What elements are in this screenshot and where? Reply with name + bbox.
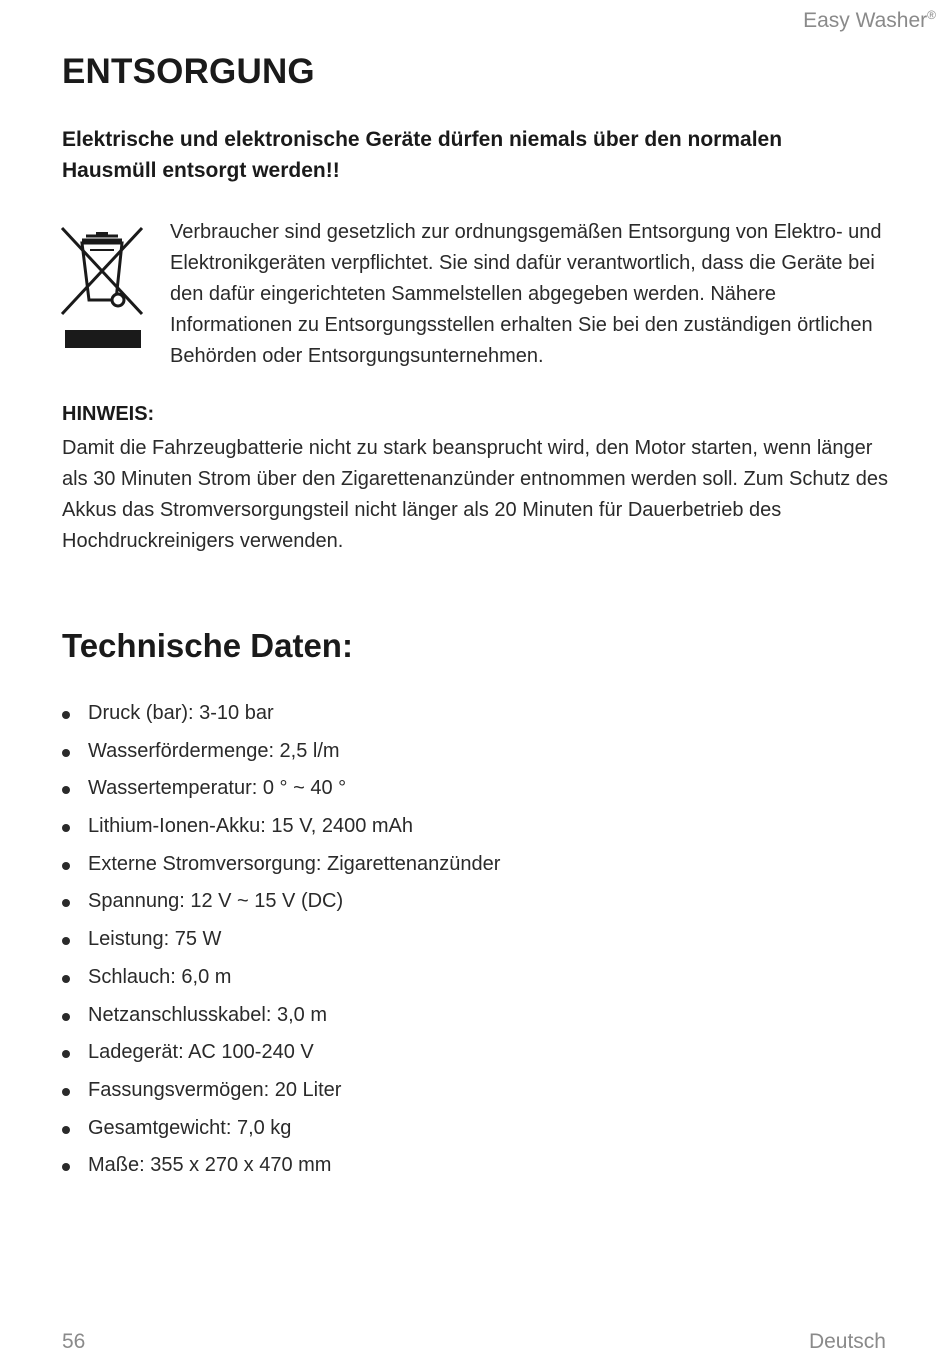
spec-item: Lithium-Ionen-Akku: 15 V, 2400 mAh bbox=[62, 808, 500, 846]
spec-item: Schlauch: 6,0 m bbox=[62, 959, 500, 997]
registered-mark: ® bbox=[927, 8, 936, 22]
brand-header bbox=[803, 8, 936, 33]
spec-item: Netzanschlusskabel: 3,0 m bbox=[62, 997, 500, 1035]
language-label: Deutsch bbox=[808, 1330, 886, 1353]
spec-item: Maße: 355 x 270 x 470 mm bbox=[62, 1147, 500, 1185]
note-text: Damit die Fahrzeugbatterie nicht zu stark beansprucht wird, den Motor starten, wenn länger als 30 Minuten Strom über den Zigarettenanzünder entnommen werden soll. Zum Schutz des Akkus das Stromversorgungsteil nicht länger als 20 Minuten für Dauerbetrieb des Hochdruckreinigers verwenden. bbox=[62, 437, 888, 552]
specs-title: Technische Daten: bbox=[62, 627, 353, 664]
spec-item: Spannung: 12 V ~ 15 V (DC) bbox=[62, 883, 500, 921]
spec-item: Externe Stromversorgung: Zigarettenanzünder bbox=[62, 846, 500, 884]
spec-item: Druck (bar): 3-10 bar bbox=[62, 695, 500, 733]
spec-item: Wassertemperatur: 0 ° ~ 40 ° bbox=[62, 770, 500, 808]
crossed-out-wheelie-bin-icon bbox=[58, 222, 146, 352]
brand-name: Easy Washer bbox=[803, 9, 928, 32]
disposal-text: Verbraucher sind gesetzlich zur ordnungsgemäßen Entsorgung von Elektro- und Elektronikgeräten verpflichtet. Sie sind dafür verantwortlich, dass die Geräte bei den dafür eingerichteten Sammelstellen abgegeben werden. Nähere Informationen zu Entsorgungsstellen erhalten Sie bei den zuständigen örtlichen Behörden oder Entsorgungsunternehmen. bbox=[170, 221, 882, 367]
page-number: 56 bbox=[62, 1330, 86, 1353]
disposal-title: ENTSORGUNG bbox=[62, 52, 315, 91]
spec-item: Gesamtgewicht: 7,0 kg bbox=[62, 1110, 500, 1148]
note-title: HINWEIS: bbox=[62, 403, 155, 425]
spec-item: Fassungsvermögen: 20 Liter bbox=[62, 1072, 500, 1110]
disposal-warning: Elektrische und elektronische Geräte dürfen niemals über den normalen Hausmüll entsorgt werden!! bbox=[62, 128, 783, 182]
spec-item: Ladegerät: AC 100-240 V bbox=[62, 1034, 500, 1072]
spec-item: Wasserfördermenge: 2,5 l/m bbox=[62, 733, 500, 771]
specs-list bbox=[62, 695, 500, 1185]
spec-item: Leistung: 75 W bbox=[62, 921, 500, 959]
